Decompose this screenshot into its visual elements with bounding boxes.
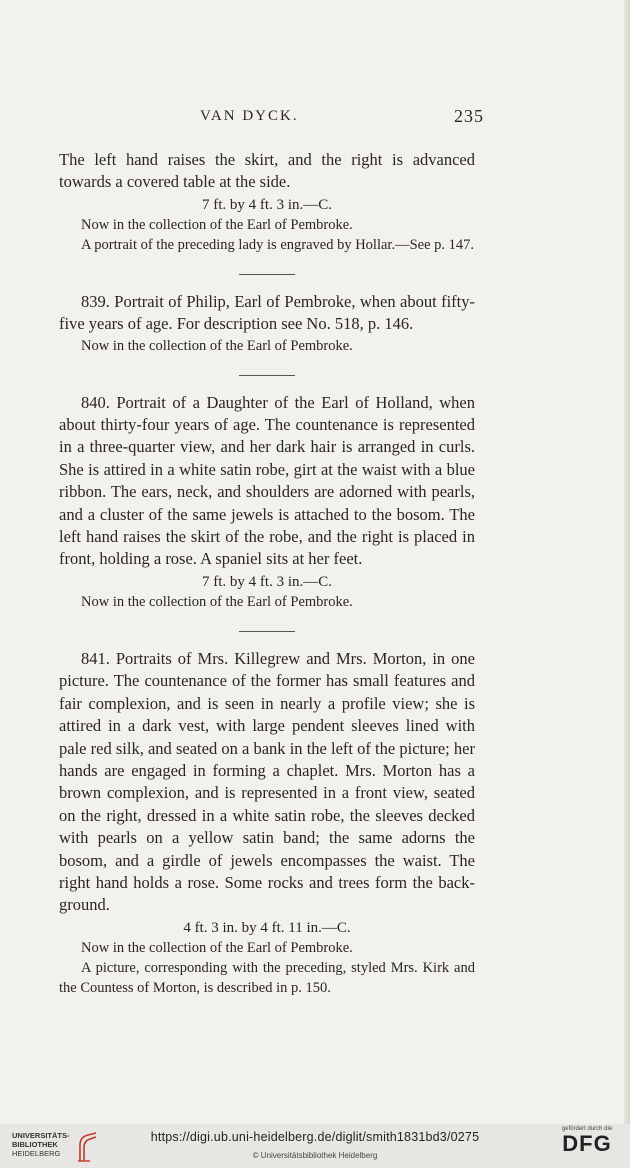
section-divider [239,274,295,275]
paragraph-continuation: The left hand raises the skirt, and the right is advanced towards a covered table at the side. [59,150,475,192]
page-number: 235 [454,106,484,126]
related-picture-note: A picture, corresponding with the preceding, styled Mrs. Kirk and the Countess of Morton, is described in p. 150. [59,959,475,996]
entry-841: 841. Portraits of Mrs. Killegrew and Mrs. Morton, in one picture. The countenance of the former has small features and fair complexion, and is seen in nearly a profile view; she is attired in a dark vest, with large pendent sleeves lined with pale red silk, and seated on a bank in the left of the picture; her hands are engaged in forming a chaplet. Mrs. Morton has a brown complexion, and is represented in a front view, seated on the right, dressed in a white satin robe, the sleeves decked with pearls on a yellow satin band; the same adorns the bosom, and a girdle of jewels encompasses the waist. The right hand holds a rose. Some rocks and trees form the back-ground. [59,648,475,915]
running-head: VAN DYCK. [200,108,299,124]
viewer-footer [0,1124,630,1168]
funder-note: gefördert durch die [561,1126,613,1132]
entry-839: 839. Portrait of Philip, Earl of Pembroke, when about fifty-five years of age. For description see No. 518, p. 146. [59,291,475,334]
collection-line: Now in the collection of the Earl of Pembroke. [81,939,353,956]
permalink-url[interactable]: https://digi.ub.uni-heidelberg.de/diglit/smith1831bd3/0275 [150,1130,480,1144]
page-text [59,149,475,998]
section-divider [239,375,295,376]
collection-line: Now in the collection of the Earl of Pembroke. [81,593,353,610]
funder-logo[interactable] [552,1126,622,1166]
section-divider [239,631,295,632]
collection-line: Now in the collection of the Earl of Pembroke. [81,337,353,354]
dfg-logo-text: DFG [562,1131,612,1156]
page-header [0,108,630,130]
entry-840: 840. Portrait of a Daughter of the Earl of Holland, when about thirty-four years of age. The countenance is represented in a three-quarter view, and her dark hair is arranged in curls. She is attired in a white satin robe, girt at the waist with a blue ribbon. The ears, neck, and shoulders are adorned with pearls, and a cluster of the same jewels is attached to the bosom. The left hand raises the skirt of the robe, and the right is placed in front, holding a rose. A spaniel sits at her feet. [59,392,475,569]
dimensions-line: 4 ft. 3 in. by 4 ft. 11 in.—C. [183,919,351,936]
copyright-notice: © Universitätsbibliothek Heidelberg [252,1151,378,1160]
institution-name: UNIVERSITÄTS- BIBLIOTHEK HEIDELBERG [12,1131,70,1158]
dimensions-line: 7 ft. by 4 ft. 3 in.—C. [202,196,332,213]
engraving-note: A portrait of the preceding lady is engraved by Hollar.—See p. 147. [81,236,475,253]
collection-line: Now in the collection of the Earl of Pembroke. [81,216,353,233]
dimensions-line: 7 ft. by 4 ft. 3 in.—C. [202,573,332,590]
page-edge [624,0,630,1124]
